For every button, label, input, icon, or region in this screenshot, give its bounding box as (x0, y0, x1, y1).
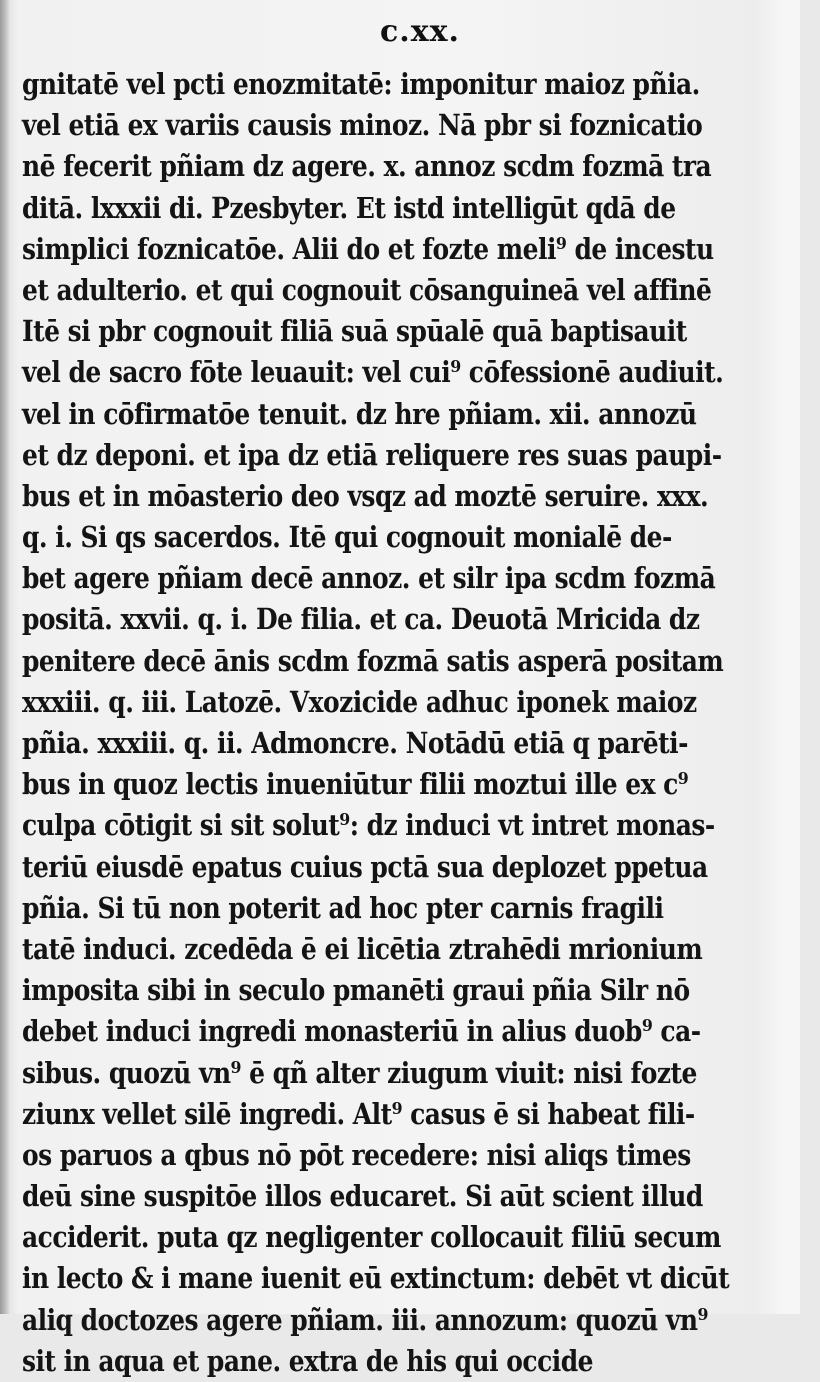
text-line: tatē induci. zcedēda ē ei licētia ztrahēdi mrionium (22, 931, 703, 966)
text-line: imposita sibi in seculo pmanēti graui pñia Silr nō (22, 973, 690, 1008)
text-line: vel etiā ex variis causis minoz. Nā pbr si foznicatio (22, 108, 703, 143)
page-folio: c.xx. (380, 14, 460, 49)
text-line: gnitatē vel pcti enozmitatē: imponitur maioz pñia. (22, 67, 700, 101)
text-line: xxxiii. q. iii. Latozē. Vxozicide adhuc iponek maioz (22, 684, 697, 719)
text-line: bus et in mōasterio deo vsqz ad moztē seruire. xxx. (22, 478, 709, 513)
text-line: in lecto & i mane iuenit eū extinctum: debēt vt dicūt (22, 1261, 730, 1296)
text-line: acciderit. puta qz negligenter collocauit filiū secum (22, 1220, 721, 1255)
text-line: vel de sacro fōte leuauit: vel cui⁹ cōfessionē audiuit. (22, 355, 724, 390)
page-edge (756, 0, 800, 1314)
text-line: bus in quoz lectis inueniūtur filii moztui ille ex c⁹ (22, 767, 689, 802)
text-line: aliq doctozes agere pñiam. iii. annozum: quozū vn⁹ (22, 1302, 708, 1337)
text-line: sit in aqua et pane. extra de his qui occide (22, 1343, 593, 1378)
text-line: q. i. Si qs sacerdos. Itē qui cognouit monialē de- (22, 520, 672, 555)
text-line: bet agere pñiam decē annoz. et silr ipa scdm fozmā (22, 561, 716, 596)
text-block (22, 64, 774, 1382)
text-line: nē fecerit pñiam dz agere. x. annoz scdm fozmā tra (22, 149, 712, 184)
text-line: simplici foznicatōe. Alii do et fozte meli⁹ de incestu (22, 231, 714, 266)
text-line: debet induci ingredi monasteriū in alius duob⁹ ca- (22, 1014, 701, 1049)
text-line: vel in cōfirmatōe tenuit. dz hre pñiam. xii. annozū (22, 396, 697, 431)
text-line: culpa cōtigit si sit solut⁹: dz induci vt intret monas- (22, 808, 715, 843)
text-line: pñia. xxxiii. q. ii. Admoncre. Notādū etiā q parēti- (22, 726, 688, 760)
text-line: pñia. Si tū non poterit ad hoc pter carnis fragili (22, 890, 664, 925)
text-line: et dz deponi. et ipa dz etiā reliquere res suas paupi- (22, 437, 722, 472)
text-line: positā. xxvii. q. i. De filia. et ca. Deuotā Mricida dz (22, 602, 700, 637)
text-line: sibus. quozū vn⁹ ē qñ alter ziugum viuit: nisi fozte (22, 1055, 697, 1090)
text-line: deū sine suspitōe illos educaret. Si aūt scient illud (22, 1179, 703, 1214)
gutter-shadow (0, 0, 10, 1314)
text-line: et adulterio. et qui cognouit cōsanguineā vel affinē (22, 272, 712, 307)
text-line: ditā. lxxxii di. Pzesbyter. Et istd intelligūt qdā de (22, 190, 676, 225)
text-line: penitere decē ānis scdm fozmā satis asperā positam (22, 643, 724, 678)
text-line: Itē si pbr cognouit filiā suā spūalē quā baptisauit (22, 314, 687, 349)
text-line: os paruos a qbus nō pōt recedere: nisi aliqs times (22, 1137, 691, 1172)
text-line: teriū eiusdē epatus cuius pctā sua deplozet ppetua (22, 849, 708, 884)
text-line: ziunx vellet silē ingredi. Alt⁹ casus ē si habeat fili- (22, 1096, 695, 1131)
